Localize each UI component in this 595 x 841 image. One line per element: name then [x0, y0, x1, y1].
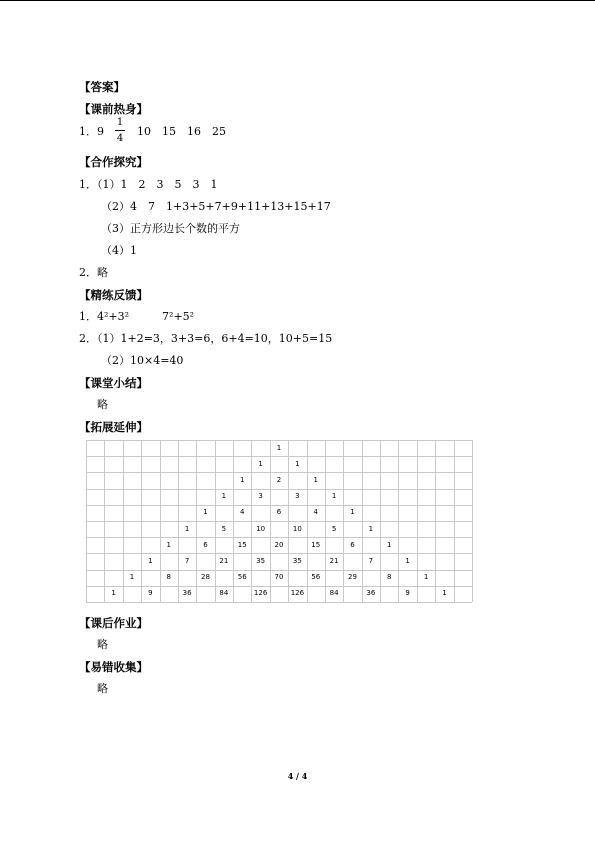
warmup-title: 【课前热身】	[79, 102, 148, 116]
triangle-number: 84	[219, 589, 229, 598]
triangle-number: 36	[182, 589, 192, 598]
triangle-number: 28	[201, 573, 210, 582]
explore-line: （4）1	[101, 244, 137, 257]
triangle-number: 5	[331, 524, 337, 533]
triangle-number: 126	[253, 589, 268, 598]
triangle-number: 6	[276, 508, 282, 517]
triangle-number: 1	[295, 459, 300, 468]
triangle-number: 21	[219, 557, 229, 565]
triangle-number: 15	[237, 540, 247, 549]
triangle-number: 1	[203, 508, 208, 517]
triangle-number: 1	[405, 557, 410, 565]
triangle-number: 7	[368, 557, 374, 565]
grid-line	[86, 489, 472, 490]
warmup-fraction	[115, 117, 125, 147]
triangle-number: 9	[405, 589, 410, 598]
summary-title: 【课堂小结】	[79, 376, 148, 390]
triangle-number: 1	[258, 459, 263, 468]
practice-line: 1．4²+3² 7²+5²	[79, 310, 195, 323]
triangle-number: 29	[348, 573, 357, 582]
grid-line	[86, 472, 472, 473]
triangle-number: 3	[295, 492, 300, 501]
homework-title: 【课后作业】	[79, 616, 148, 630]
practice-line: （2）10×4=40	[101, 354, 184, 367]
triangle-number: 35	[256, 557, 266, 565]
grid-line	[86, 570, 472, 571]
warmup-line-rest: 10 15 16 25	[137, 125, 226, 138]
triangle-number: 1	[240, 476, 245, 484]
grid-line	[86, 505, 472, 506]
header-rule	[0, 0, 595, 1]
fraction-bar	[115, 130, 125, 131]
triangle-number: 8	[166, 573, 171, 582]
triangle-number: 10	[292, 524, 302, 533]
triangle-number: 7	[184, 557, 190, 565]
triangle-number: 1	[276, 443, 282, 452]
extension-title: 【拓展延伸】	[79, 420, 148, 434]
triangle-number: 1	[331, 492, 337, 501]
triangle-number: 4	[240, 508, 245, 517]
triangle-number: 1	[129, 573, 135, 582]
triangle-number: 9	[148, 589, 153, 598]
fraction-numerator: 1	[116, 117, 124, 128]
triangle-number: 2	[276, 476, 282, 484]
triangle-number: 1	[350, 508, 355, 517]
triangle-number: 56	[311, 573, 321, 582]
grid-line	[86, 586, 472, 587]
grid-line	[86, 521, 472, 522]
explore-line: （2）4 7 1+3+5+7+9+11+13+15+17	[101, 200, 331, 213]
triangle-number: 56	[237, 573, 247, 582]
grid-line	[472, 440, 473, 602]
triangle-number: 6	[203, 540, 208, 549]
pascal-triangle-grid	[86, 440, 472, 602]
triangle-number: 1	[166, 540, 171, 549]
triangle-number: 21	[329, 557, 339, 565]
grid-line	[86, 537, 472, 538]
triangle-number: 1	[423, 573, 429, 582]
page-number: 4 / 4	[287, 771, 308, 781]
triangle-number: 1	[313, 476, 318, 484]
practice-title: 【精练反馈】	[79, 288, 148, 302]
triangle-number: 5	[221, 524, 227, 533]
mistakes-text: 略	[97, 682, 108, 695]
explore-line: 1．（1）1 2 3 5 3 1	[79, 178, 218, 191]
triangle-number: 1	[111, 589, 116, 598]
grid-line	[86, 602, 472, 603]
triangle-number: 35	[292, 557, 302, 565]
triangle-number: 70	[274, 573, 284, 582]
triangle-number: 6	[350, 540, 355, 549]
grid-line	[86, 456, 472, 457]
triangle-number: 3	[258, 492, 263, 501]
triangle-number: 4	[313, 508, 318, 517]
triangle-number: 1	[221, 492, 227, 501]
practice-line: 2．（1）1+2=3，3+3=6，6+4=10，10+5=15	[79, 332, 333, 345]
warmup-line-prefix: 1．9	[79, 125, 104, 138]
triangle-number: 126	[290, 589, 305, 598]
triangle-number: 1	[387, 540, 392, 549]
fraction-denominator: 4	[116, 133, 124, 144]
mistakes-title: 【易错收集】	[79, 660, 148, 674]
triangle-number: 1	[148, 557, 153, 565]
triangle-number: 1	[368, 524, 374, 533]
explore-title: 【合作探究】	[79, 155, 148, 169]
triangle-number: 15	[311, 540, 321, 549]
grid-line	[86, 553, 472, 554]
triangle-number: 8	[387, 573, 392, 582]
triangle-number: 20	[274, 540, 284, 549]
explore-line: 2．略	[79, 266, 108, 279]
triangle-number: 10	[256, 524, 266, 533]
triangle-number: 84	[329, 589, 339, 598]
homework-text: 略	[97, 638, 108, 651]
answer-title: 【答案】	[79, 80, 125, 94]
grid-line	[86, 440, 472, 441]
summary-text: 略	[97, 398, 108, 411]
triangle-number: 1	[442, 589, 447, 598]
triangle-number: 36	[366, 589, 376, 598]
explore-line: （3）正方形边长个数的平方	[101, 222, 240, 235]
triangle-number: 1	[184, 524, 190, 533]
